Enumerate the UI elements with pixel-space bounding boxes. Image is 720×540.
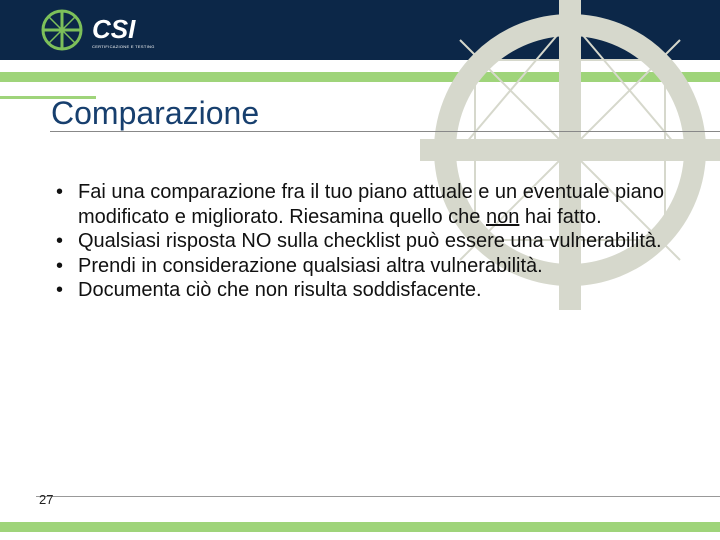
bullet-dot: • [56,279,64,301]
bullet-text: Prendi in considerazione qualsiasi altra vulnerabilità. [78,254,543,277]
logo-emblem-icon [40,8,84,52]
bullet-text-post: hai fatto. [519,205,602,228]
list-item [44,278,664,303]
bullet-dot: • [56,254,64,277]
bullet-dot: • [56,181,64,203]
bullet-text-underlined: non [485,205,520,228]
csi-logo [40,8,180,52]
bullet-text-pre: Fai una comparazione fra il tuo piano attuale e un eventuale piano modificato e migliorato. Riesamina quello che [78,181,664,228]
logo-word: CSI [92,14,136,44]
bullet-dot: • [56,230,64,252]
list-item [44,180,664,229]
bullet-text: Qualsiasi risposta NO sulla checklist può essere una vulnerabilità. [78,230,662,252]
footer-divider [36,496,720,497]
list-item [44,229,664,254]
bottom-green-bar [0,522,720,532]
list-item [44,254,664,279]
title-divider [50,131,720,132]
page-title: Comparazione [51,95,260,131]
page-number: 27 [39,492,54,507]
bullet-text: Documenta ciò che non risulta soddisfacente. [78,279,482,301]
bullet-list [44,180,664,303]
logo-tagline: CERTIFICAZIONE E TESTING [92,44,155,49]
